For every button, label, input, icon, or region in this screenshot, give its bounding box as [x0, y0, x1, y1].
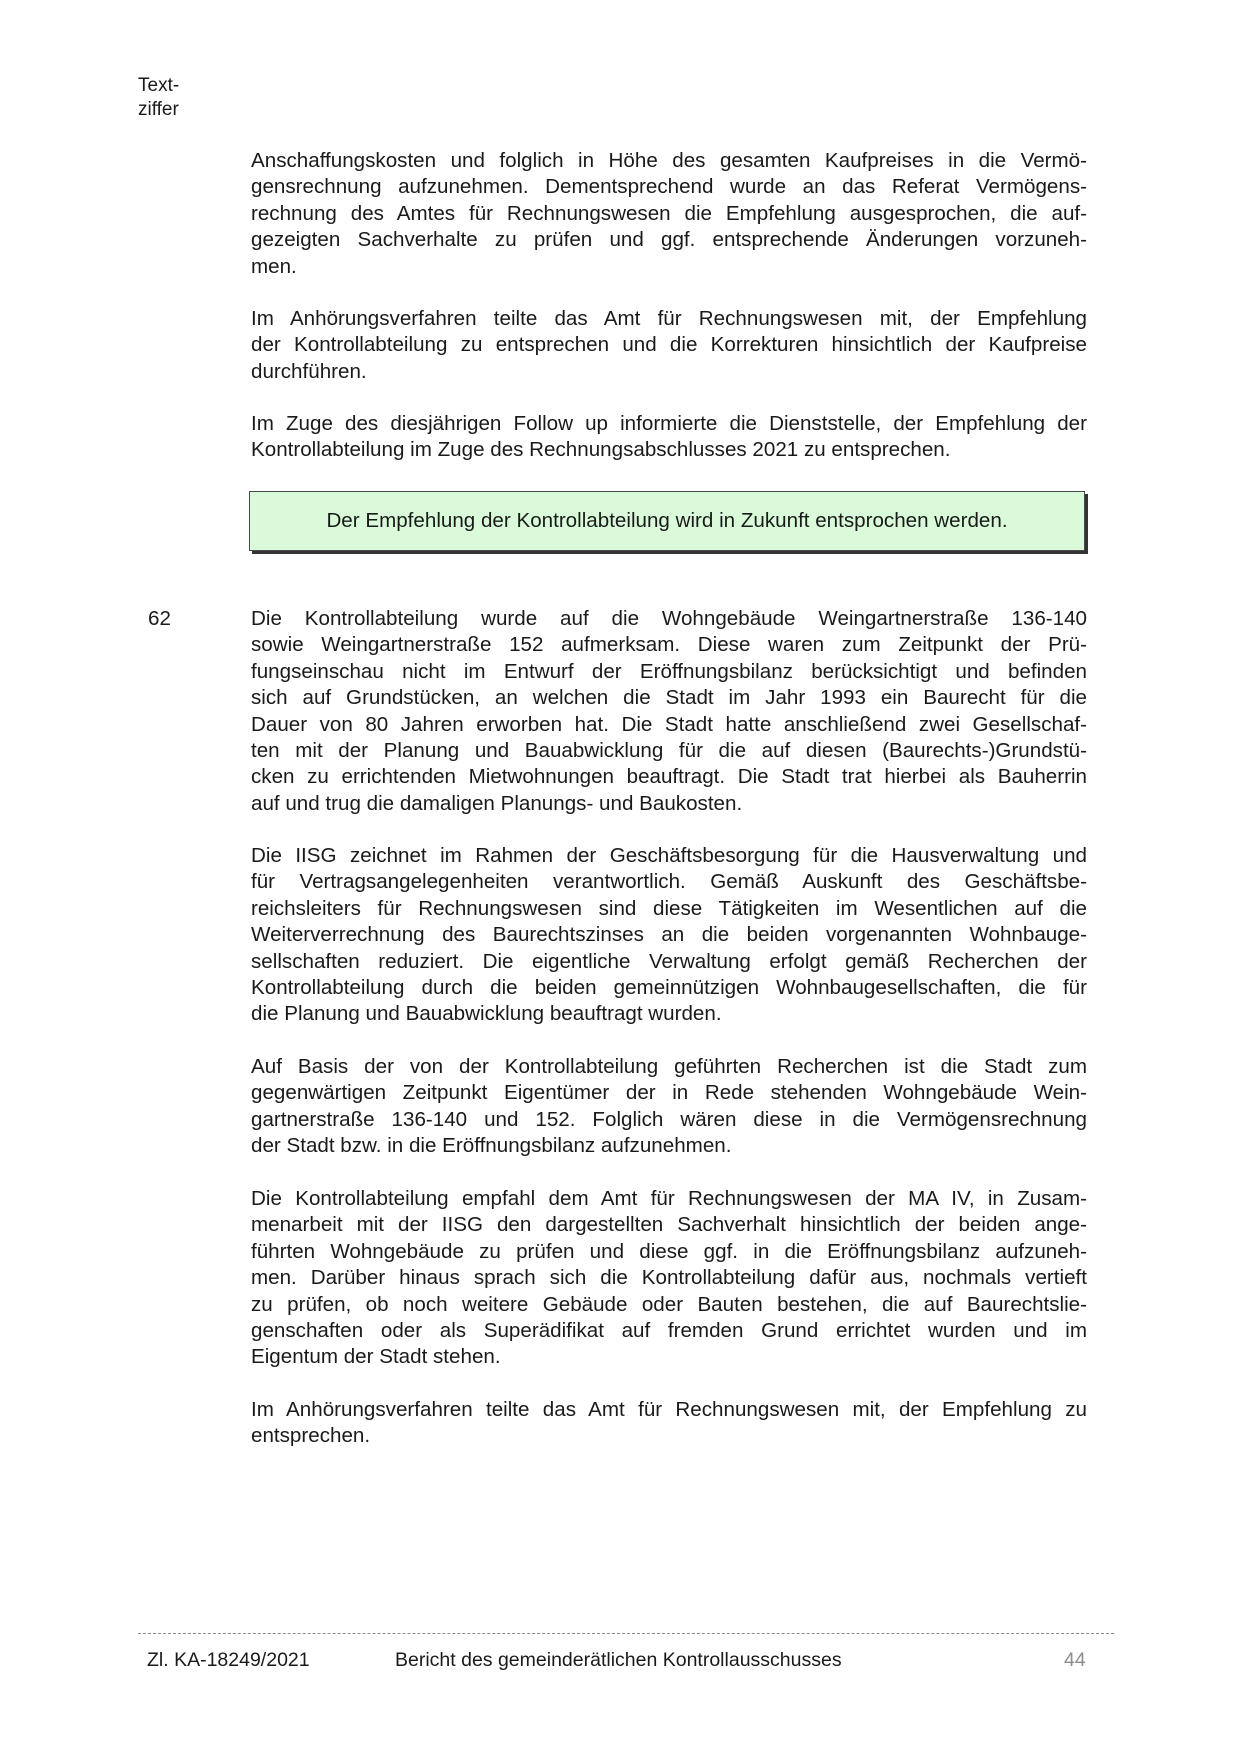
paragraph-hearing-result-1 — [251, 306, 1087, 385]
paragraph-line: gegenwärtigen Zeitpunkt Eigentümer der in Rede stehenden Wohngebäude Wein- — [251, 1081, 1087, 1105]
paragraph-line: der Stadt bzw. in die Eröffnungsbilanz aufzunehmen. — [251, 1134, 732, 1158]
paragraph-line: gensrechnung aufzunehmen. Dementsprechend wurde an das Referat Vermögens- — [251, 175, 1087, 199]
paragraph-line: führten Wohngebäude zu prüfen und diese ggf. in die Eröffnungsbilanz aufzuneh- — [251, 1239, 1087, 1263]
paragraph-line: men. — [251, 254, 297, 278]
recommendation-notice-box — [249, 491, 1085, 551]
paragraph-line: men. Darüber hinaus sprach sich die Kontrollabteilung dafür aus, nochmals vertieft — [251, 1266, 1087, 1290]
paragraph-line: Die Kontrollabteilung empfahl dem Amt für Rechnungswesen der MA IV, in Zusam- — [251, 1187, 1087, 1210]
footer-reference: Zl. KA-18249/2021 — [147, 1649, 310, 1671]
footer-divider — [138, 1633, 1114, 1634]
paragraph-line: Kontrollabteilung durch die beiden gemeinnützigen Wohnbaugesellschaften, die für — [251, 976, 1087, 1000]
paragraph-line: für Vertragsangelegenheiten verantwortlich. Gemäß Auskunft des Geschäftsbe- — [251, 870, 1087, 894]
paragraph-hearing-result-2 — [251, 1397, 1087, 1450]
footer-report-title: Bericht des gemeinderätlichen Kontrollausschusses — [395, 1649, 842, 1671]
paragraph-acquisition-costs — [251, 148, 1087, 280]
paragraph-line: durchführen. — [251, 359, 367, 383]
footer-page-number: 44 — [1064, 1649, 1086, 1671]
paragraph-line: gartnerstraße 136-140 und 152. Folglich wären diese in die Vermögensrechnung — [251, 1107, 1087, 1131]
paragraph-line: Im Anhörungsverfahren teilte das Amt für Rechnungswesen mit, der Empfehlung zu — [251, 1398, 1087, 1421]
paragraph-line: Weiterverrechnung des Baurechtszinses an die beiden vorgenannten Wohnbauge- — [251, 923, 1087, 947]
paragraph-line: entsprechen. — [251, 1424, 371, 1448]
margin-label-line1: Text- — [138, 75, 180, 96]
paragraph-line: Auf Basis der von der Kontrollabteilung geführten Recherchen ist die Stadt zum — [251, 1055, 1087, 1078]
paragraph-line: sowie Weingartnerstraße 152 aufmerksam. Diese waren zum Zeitpunkt der Prü- — [251, 633, 1087, 657]
paragraph-line: sich auf Grundstücken, an welchen die Stadt im Jahr 1993 ein Baurecht für die — [251, 686, 1087, 710]
paragraph-ownership-findings — [251, 1054, 1087, 1160]
margin-label-line2: ziffer — [138, 99, 179, 120]
paragraph-line: Dauer von 80 Jahren erworben hat. Die Stadt hatte anschließend zwei Gesellschaf- — [251, 712, 1087, 736]
recommendation-notice-text: Der Empfehlung der Kontrollabteilung wird in Zukunft entsprochen werden. — [326, 509, 1008, 532]
paragraph-line: Im Anhörungsverfahren teilte das Amt für Rechnungswesen mit, der Empfehlung — [251, 307, 1087, 330]
paragraph-line: Im Zuge des diesjährigen Follow up informierte die Dienststelle, der Empfehlung der — [251, 412, 1087, 435]
paragraph-line: rechnung des Amtes für Rechnungswesen die Empfehlung ausgesprochen, die auf- — [251, 201, 1087, 225]
paragraph-line: sellschaften reduziert. Die eigentliche Verwaltung erfolgt gemäß Recherchen der — [251, 949, 1087, 973]
paragraph-line: Kontrollabteilung im Zuge des Rechnungsabschlusses 2021 zu entsprechen. — [251, 438, 951, 462]
paragraph-recommendation — [251, 1186, 1087, 1371]
paragraph-line: Anschaffungskosten und folglich in Höhe des gesamten Kaufpreises in die Vermö- — [251, 149, 1087, 172]
paragraph-line: menarbeit mit der IISG den dargestellten Sachverhalt hinsichtlich der beiden ange- — [251, 1213, 1087, 1237]
paragraph-iisg-management — [251, 843, 1087, 1028]
paragraph-line: gezeigten Sachverhalte zu prüfen und ggf. entsprechende Änderungen vorzuneh- — [251, 228, 1087, 252]
paragraph-line: zu prüfen, ob noch weitere Gebäude oder Bauten bestehen, die auf Baurechtslie- — [251, 1292, 1087, 1316]
paragraph-follow-up — [251, 411, 1087, 464]
paragraph-line: Eigentum der Stadt stehen. — [251, 1345, 501, 1369]
paragraph-line: Die IISG zeichnet im Rahmen der Geschäftsbesorgung für die Hausverwaltung und — [251, 844, 1087, 867]
paragraph-residential-buildings — [251, 606, 1087, 817]
paragraph-line: genschaften oder als Superädifikat auf fremden Grund errichtet wurden und im — [251, 1319, 1087, 1343]
paragraph-line: reichsleiters für Rechnungswesen sind diese Tätigkeiten im Wesentlichen auf die — [251, 896, 1087, 920]
paragraph-line: der Kontrollabteilung zu entsprechen und die Korrekturen hinsichtlich der Kaufpreise — [251, 333, 1087, 357]
margin-label-textziffer — [138, 74, 179, 122]
paragraph-line: die Planung und Bauabwicklung beauftragt wurden. — [251, 1002, 722, 1026]
paragraph-line: Die Kontrollabteilung wurde auf die Wohngebäude Weingartnerstraße 136-140 — [251, 607, 1087, 630]
paragraph-line: cken zu errichtenden Mietwohnungen beauftragt. Die Stadt trat hierbei als Bauherrin — [251, 765, 1087, 789]
paragraph-line: fungseinschau nicht im Entwurf der Eröffnungsbilanz berücksichtigt und befinden — [251, 659, 1087, 683]
section-number: 62 — [148, 607, 171, 630]
paragraph-line: auf und trug die damaligen Planungs- und Baukosten. — [251, 791, 743, 815]
paragraph-line: ten mit der Planung und Bauabwicklung für die auf diesen (Baurechts-)Grundstü- — [251, 739, 1087, 763]
